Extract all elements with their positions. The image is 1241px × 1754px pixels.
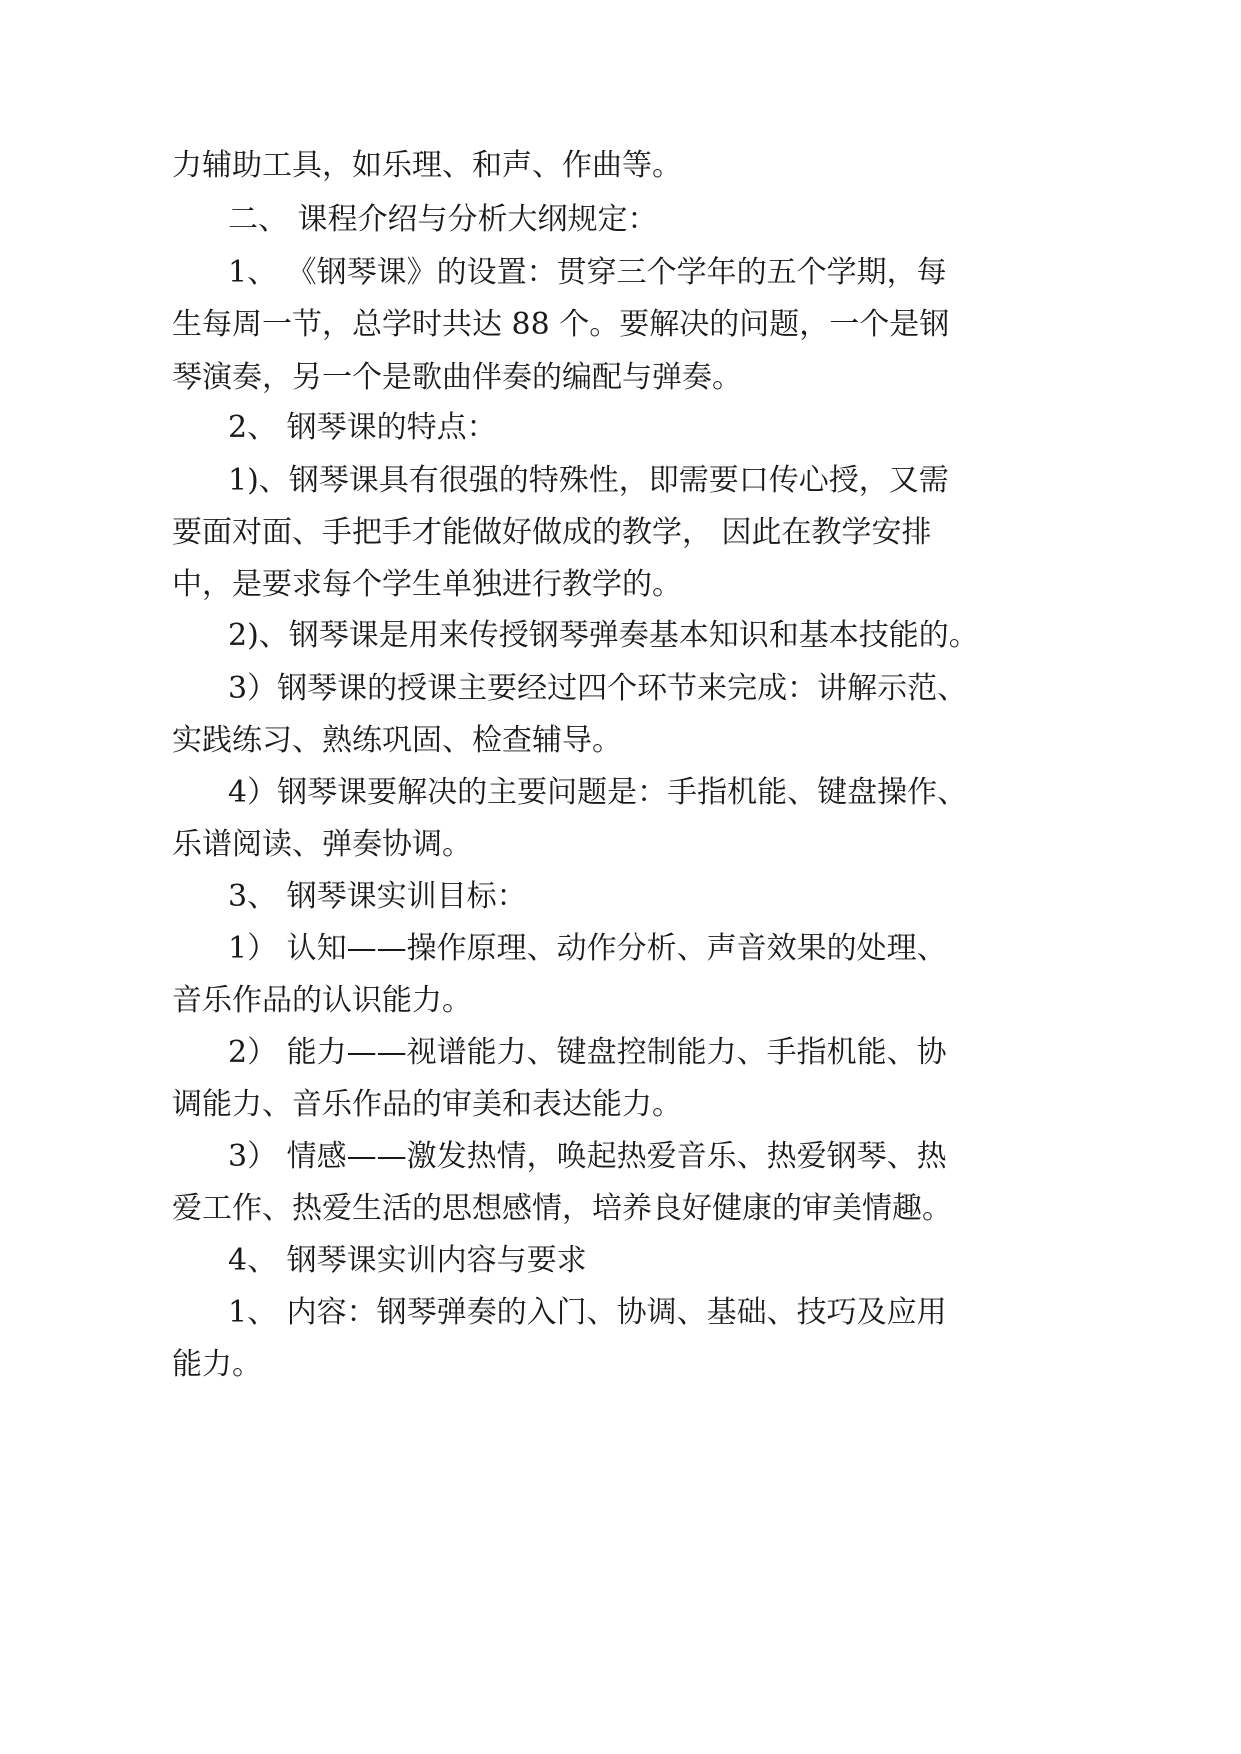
text-line: 3） 情感——激发热情，唤起热爱音乐、热爱钢琴、热 (228, 1139, 947, 1174)
text-line: 爱工作、热爱生活的思想感情，培养良好健康的审美情趣。 (172, 1191, 952, 1226)
text-line: 能力。 (172, 1347, 262, 1382)
text-line: 要面对面、手把手才能做好做成的教学， 因此在教学安排 (172, 515, 932, 550)
text-line: 1） 认知——操作原理、动作分析、声音效果的处理、 (228, 931, 947, 966)
text-line: 1、 《钢琴课》的设置：贯穿三个学年的五个学期，每 (228, 255, 947, 290)
text-line: 3）钢琴课的授课主要经过四个环节来完成：讲解示范、 (228, 671, 968, 706)
text-line: 2） 能力——视谱能力、键盘控制能力、手指机能、协 (228, 1035, 947, 1070)
text-line: 生每周一节，总学时共达 88 个。要解决的问题，一个是钢 (172, 307, 950, 342)
text-line: 调能力、音乐作品的审美和表达能力。 (172, 1087, 682, 1122)
text-line: 力辅助工具，如乐理、和声、作曲等。 (172, 148, 682, 183)
text-line: 1)、钢琴课具有很强的特殊性，即需要口传心授，又需 (228, 463, 949, 498)
section-heading: 二、 课程介绍与分析大纲规定： (228, 202, 658, 237)
text-line: 4）钢琴课要解决的主要问题是：手指机能、键盘操作、 (228, 775, 968, 810)
section-heading: 2、 钢琴课的特点： (228, 410, 497, 445)
text-line: 音乐作品的认识能力。 (172, 983, 472, 1018)
text-line: 2)、钢琴课是用来传授钢琴弹奏基本知识和基本技能的。 (228, 618, 979, 653)
text-line: 1、 内容：钢琴弹奏的入门、协调、基础、技巧及应用 (228, 1295, 947, 1330)
text-line: 琴演奏，另一个是歌曲伴奏的编配与弹奏。 (172, 360, 742, 395)
section-heading: 3、 钢琴课实训目标： (228, 879, 527, 914)
text-line: 实践练习、熟练巩固、检查辅导。 (172, 723, 622, 758)
text-line: 乐谱阅读、弹奏协调。 (172, 827, 472, 862)
text-line: 中，是要求每个学生单独进行教学的。 (172, 567, 682, 602)
section-heading: 4、 钢琴课实训内容与要求 (228, 1243, 587, 1278)
